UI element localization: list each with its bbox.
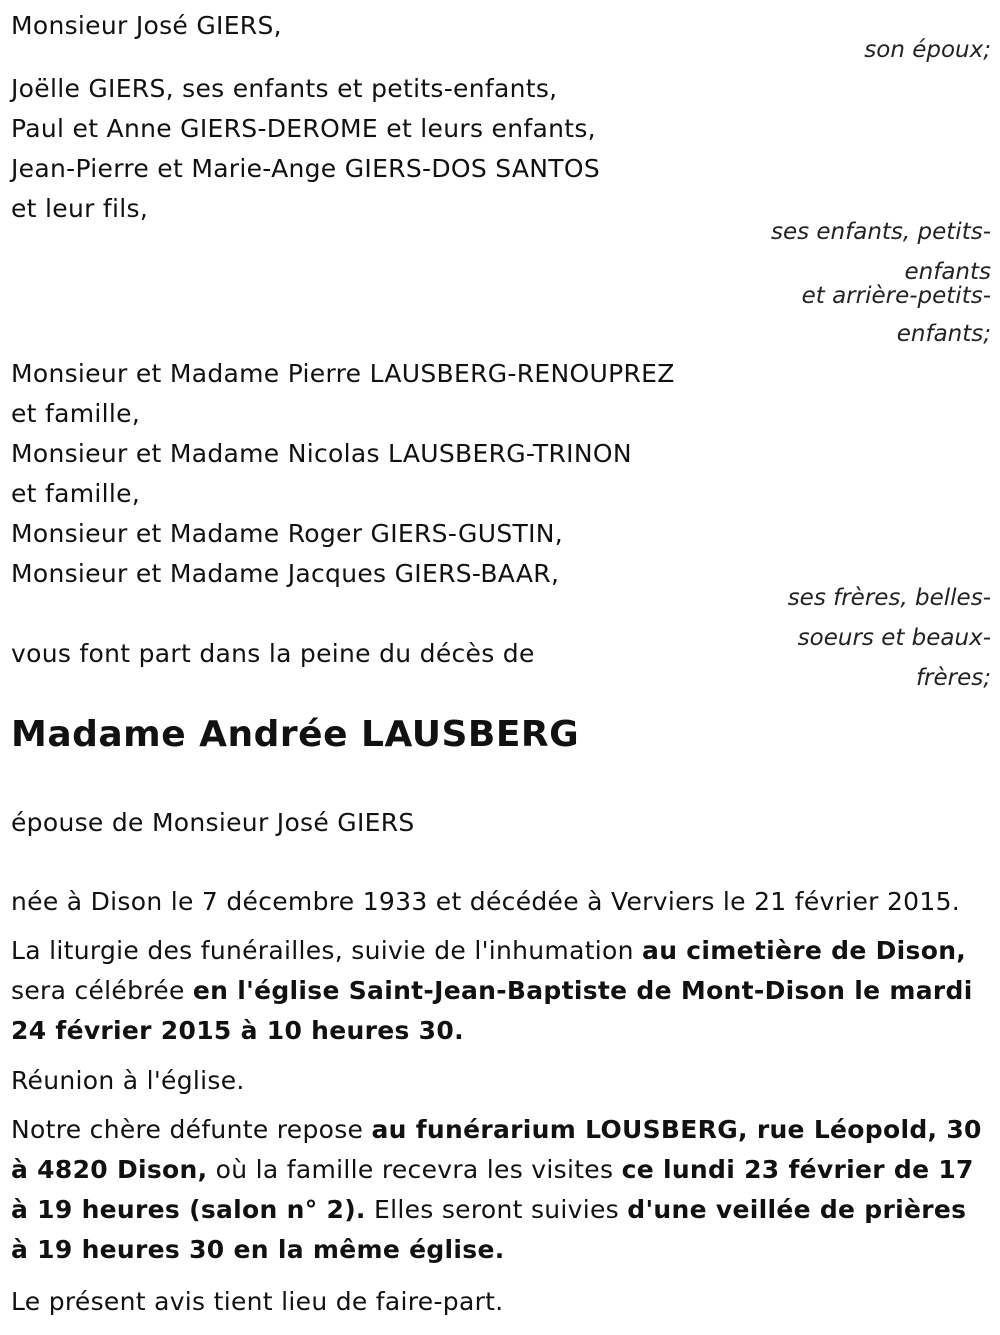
siblings-line-5: Monsieur et Madame Roger GIERS-GUSTIN, [11,519,563,548]
funerarium-vigil: d'une veillée de prières à 19 heures 30 en la même église. [11,1195,967,1264]
liturgy-church-date: en l'église Saint-Jean-Baptiste de Mont-Dison le mardi 24 février 2015 à 10 heures 30. [11,976,973,1045]
funerarium-visits: ce lundi 23 février de 17 à 19 heures (salon n° 2). [11,1155,974,1224]
deceased-dates: née à Dison le 7 décembre 1933 et décédée à Verviers le 21 février 2015. [11,887,961,916]
liturgy-text-2: sera célébrée [11,976,193,1005]
siblings-line-1: Monsieur et Madame Pierre LAUSBERG-RENOUPREZ [11,359,675,388]
reunion-paragraph: Réunion à l'église. [11,1066,245,1095]
children-line-3: Jean-Pierre et Marie-Ange GIERS-DOS SANTOS [11,154,601,183]
spouse-role: son époux; [864,37,991,63]
children-line-2: Paul et Anne GIERS-DEROME et leurs enfants, [11,114,596,143]
announcement-line: vous font part dans la peine du décès de [11,639,535,668]
siblings-role-1: ses frères, belles- [787,585,991,611]
siblings-role-3: frères; [915,665,991,691]
funerarium-paragraph [11,1110,986,1270]
funerarium-text-2: où la famille recevra les visites [207,1155,622,1184]
liturgy-text-1: La liturgie des funérailles, suivie de l'inhumation [11,936,643,965]
deceased-name: Madame Andrée LAUSBERG [11,714,580,755]
spouse-line: Monsieur José GIERS, [11,11,282,40]
children-role-2: enfants [904,259,991,285]
children-line-1: Joëlle GIERS, ses enfants et petits-enfants, [11,74,558,103]
funeral-liturgy-paragraph [11,931,986,1051]
funerarium-address: au funérarium LOUSBERG, rue Léopold, 30 à 4820 Dison, [11,1115,982,1184]
children-line-4: et leur fils, [11,194,149,223]
siblings-line-6: Monsieur et Madame Jacques GIERS-BAAR, [11,559,560,588]
funerarium-text-1: Notre chère défunte repose [11,1115,372,1144]
deceased-relation: épouse de Monsieur José GIERS [11,808,415,837]
children-role-1: ses enfants, petits- [770,219,991,245]
liturgy-cemetery: au cimetière de Dison, [642,936,967,965]
siblings-role-2: soeurs et beaux- [797,625,991,651]
children-role-3: et arrière-petits- [801,283,991,309]
siblings-line-2: et famille, [11,399,141,428]
funerarium-text-3: Elles seront suivies [365,1195,628,1224]
closing-paragraph: Le présent avis tient lieu de faire-part. [11,1287,504,1316]
children-role-4: enfants; [896,321,991,347]
siblings-line-4: et famille, [11,479,141,508]
siblings-line-3: Monsieur et Madame Nicolas LAUSBERG-TRINON [11,439,632,468]
